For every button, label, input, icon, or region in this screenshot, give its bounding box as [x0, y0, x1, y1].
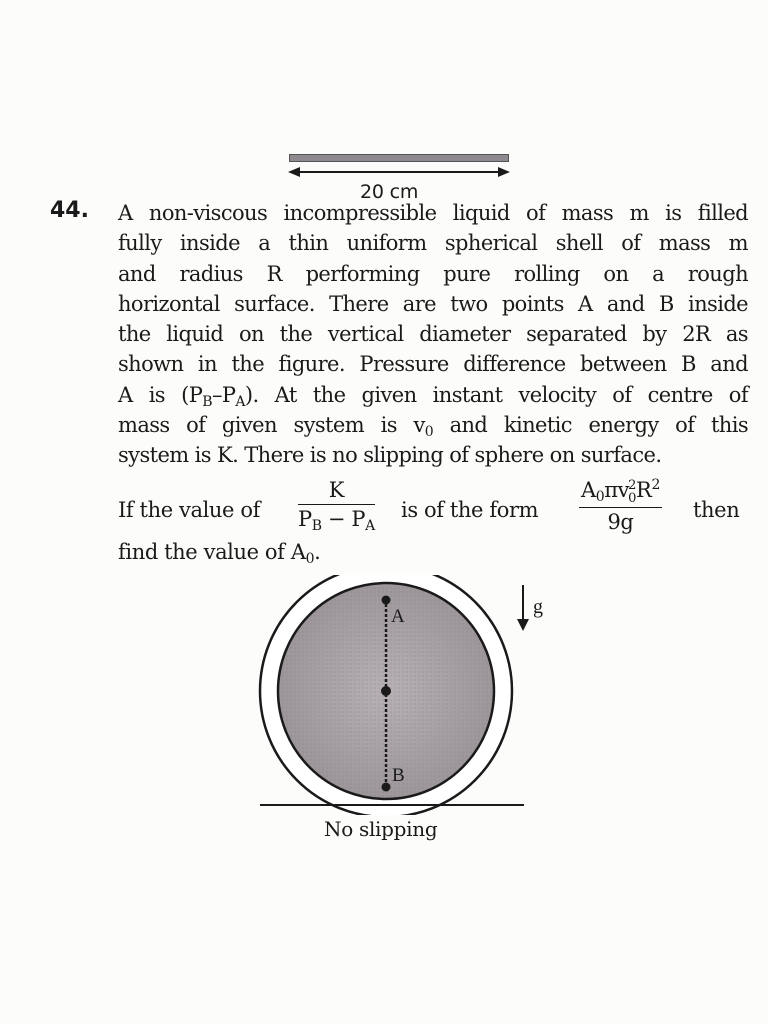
question-line: system is K. There is no slipping of sphere on surface.: [118, 443, 662, 468]
question-line: A non-viscous incompressible liquid of mass m is filled: [118, 201, 748, 225]
fraction-k-over-pressure: $\frac{K}{P_B - P_A}$: [298, 478, 375, 534]
gravity-label: g: [533, 596, 543, 618]
sphere-figure: [250, 575, 570, 815]
label-b: B: [392, 765, 405, 786]
question-line: A is $(P_B-P_A)$. At the given instant velocity of centre of: [118, 382, 748, 410]
measure-label: 20 cm: [360, 181, 419, 203]
question-line: horizontal surface. There are two points A and B inside: [118, 291, 748, 316]
question-number: 44.: [50, 198, 89, 223]
find-line: find the value of $A_0$.: [118, 540, 321, 567]
point-a: [382, 596, 391, 605]
condition-row: [118, 478, 758, 540]
centre-point: [381, 686, 391, 696]
scale-bar: [289, 154, 509, 162]
question-line: fully inside a thin uniform spherical shell of mass m: [118, 231, 748, 256]
measure-arrow: [286, 164, 512, 180]
condition-middle: is of the form: [401, 498, 539, 522]
question-line: the liquid on the vertical diameter separated by 2R as: [118, 322, 748, 347]
point-b: [382, 783, 391, 792]
figure-caption: No slipping: [324, 817, 438, 841]
fraction-form: $A_0\pi v$ 2 0 $R^2$ 9g: [581, 477, 660, 534]
question-text: [118, 198, 748, 471]
question-line: mass of given system is $v_0$ and kinetic energy of this: [118, 413, 749, 441]
condition-prefix: If the value of: [118, 498, 260, 522]
question-line: and radius R performing pure rolling on a rough: [118, 261, 748, 286]
label-a: A: [391, 606, 405, 627]
question-line: shown in the figure. Pressure difference between B and: [118, 352, 748, 377]
condition-suffix: then: [693, 498, 740, 522]
